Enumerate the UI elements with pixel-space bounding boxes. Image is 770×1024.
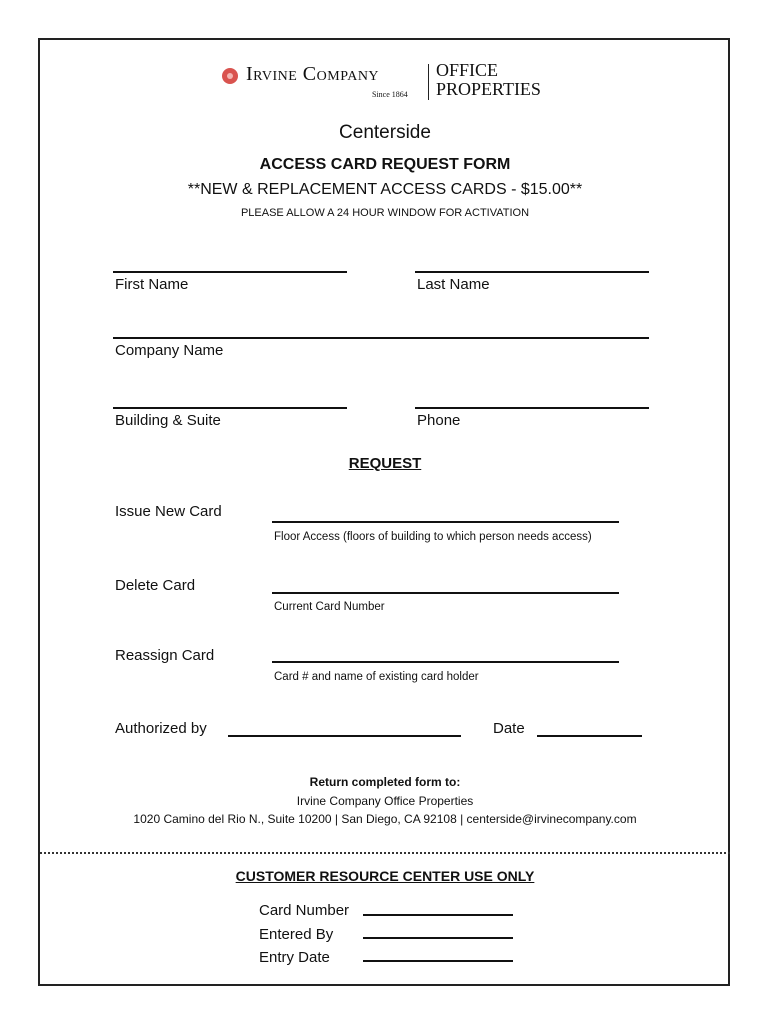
crc-entry-date-label: Entry Date [259,949,330,966]
date-field[interactable] [537,735,642,737]
date-label: Date [493,720,525,737]
issue-new-card-label: Issue New Card [115,503,222,520]
company-name-field[interactable] [113,337,649,339]
logo-company-name: Irvine Company [246,63,380,85]
current-card-number-field[interactable] [272,592,619,594]
form-title: ACCESS CARD REQUEST FORM [259,156,511,173]
return-company: Irvine Company Office Properties [296,794,474,808]
phone-field[interactable] [415,407,649,409]
floor-access-field[interactable] [272,521,619,523]
reassign-card-label: Reassign Card [115,647,215,664]
last-name-field[interactable] [415,271,649,273]
logo-since: Since 1864 [372,90,408,99]
location-title: Centerside [339,122,431,143]
authorized-by-label: Authorized by [115,720,207,737]
last-name-label: Last Name [417,276,490,293]
authorized-by-field[interactable] [228,735,461,737]
first-name-field[interactable] [113,271,347,273]
cut-line-divider [40,852,730,854]
first-name-label: First Name [115,276,189,293]
building-suite-field[interactable] [113,407,347,409]
request-heading: REQUEST [348,455,422,472]
card-holder-field[interactable] [272,661,619,663]
logo-divider [428,64,429,100]
crc-entered-by-field[interactable] [363,937,513,939]
phone-label: Phone [417,412,461,429]
activation-note: PLEASE ALLOW A 24 HOUR WINDOW FOR ACTIVATION [240,207,530,219]
fee-line: **NEW & REPLACEMENT ACCESS CARDS - $15.00** [187,181,583,198]
logo-division-line1: OFFICE [436,60,499,80]
logo-division-line2: PROPERTIES [436,79,541,99]
crc-entry-date-field[interactable] [363,960,513,962]
building-suite-label: Building & Suite [115,412,221,429]
floor-access-caption: Floor Access (floors of building to which person needs access) [274,531,592,543]
return-heading: Return completed form to: [309,775,461,789]
crc-entered-by-label: Entered By [259,926,334,943]
crc-card-number-label: Card Number [259,902,350,919]
irvine-logo-dot-icon [222,68,238,84]
crc-card-number-field[interactable] [363,914,513,916]
delete-card-label: Delete Card [115,577,196,594]
return-address: 1020 Camino del Rio N., Suite 10200 | San Diego, CA 92108 | centerside@irvinecompany.com [133,812,637,826]
logo-division [436,61,541,99]
crc-heading: CUSTOMER RESOURCE CENTER USE ONLY [235,868,535,884]
card-holder-caption: Card # and name of existing card holder [274,671,479,683]
current-card-number-caption: Current Card Number [274,601,385,613]
company-name-label: Company Name [115,342,224,359]
